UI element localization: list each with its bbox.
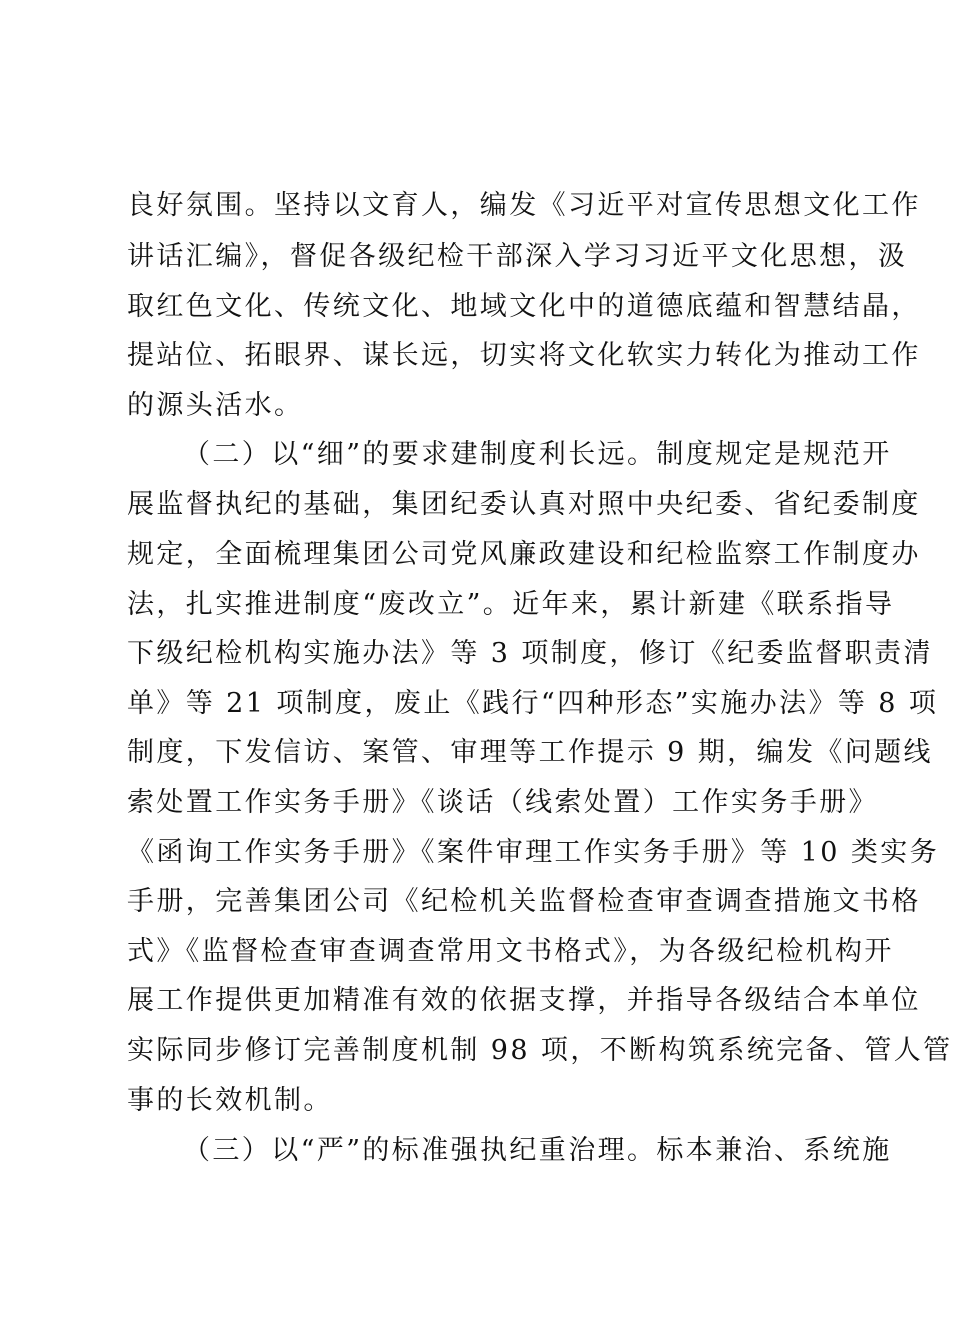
- text-line: 单》等 21 项制度，废止《践行“四种形态”实施办法》等 8 项: [127, 688, 939, 719]
- text-line: 手册，完善集团公司《纪检机关监督检查审查调查措施文书格: [127, 886, 921, 917]
- text-line: 索处置工作实务手册》《谈话（线索处置）工作实务手册》: [127, 787, 878, 818]
- text-line: 事的长效机制。: [127, 1085, 333, 1116]
- text-line: 式》《监督检查审查调查常用文书格式》，为各级纪检机构开: [127, 936, 894, 967]
- text-line: 下级纪检机构实施办法》等 3 项制度，修订《纪委监督职责清: [127, 638, 933, 669]
- text-line: 《函询工作实务手册》《案件审理工作实务手册》等 10 类实务: [127, 837, 940, 868]
- text-line: 展工作提供更加精准有效的依据支撑，并指导各级结合本单位: [127, 985, 921, 1016]
- text-line: 法，扎实推进制度“废改立”。近年来，累计新建《联系指导: [127, 589, 895, 620]
- text-line: 取红色文化、传统文化、地域文化中的道德底蕴和智慧结晶，: [127, 291, 921, 322]
- text-line: 规定，全面梳理集团公司党风廉政建设和纪检监察工作制度办: [127, 539, 921, 570]
- text-line: 提站位、拓眼界、谋长远，切实将文化软实力转化为推动工作: [127, 340, 921, 371]
- text-line: 良好氛围。坚持以文育人，编发《习近平对宣传思想文化工作: [127, 190, 921, 221]
- text-line: 展监督执纪的基础，集团纪委认真对照中央纪委、省纪委制度: [127, 489, 921, 520]
- text-line: 制度，下发信访、案管、审理等工作提示 9 期，编发《问题线: [127, 737, 933, 768]
- text-line: （二）以“细”的要求建制度利长远。制度规定是规范开: [183, 439, 892, 470]
- text-line: 实际同步修订完善制度机制 98 项，不断构筑系统完备、管人管: [127, 1035, 953, 1066]
- text-line: 的源头活水。: [127, 390, 304, 421]
- text-line: （三）以“严”的标准强执纪重治理。标本兼治、系统施: [183, 1135, 892, 1166]
- text-line: 讲话汇编》，督促各级纪检干部深入学习习近平文化思想，汲: [127, 241, 908, 272]
